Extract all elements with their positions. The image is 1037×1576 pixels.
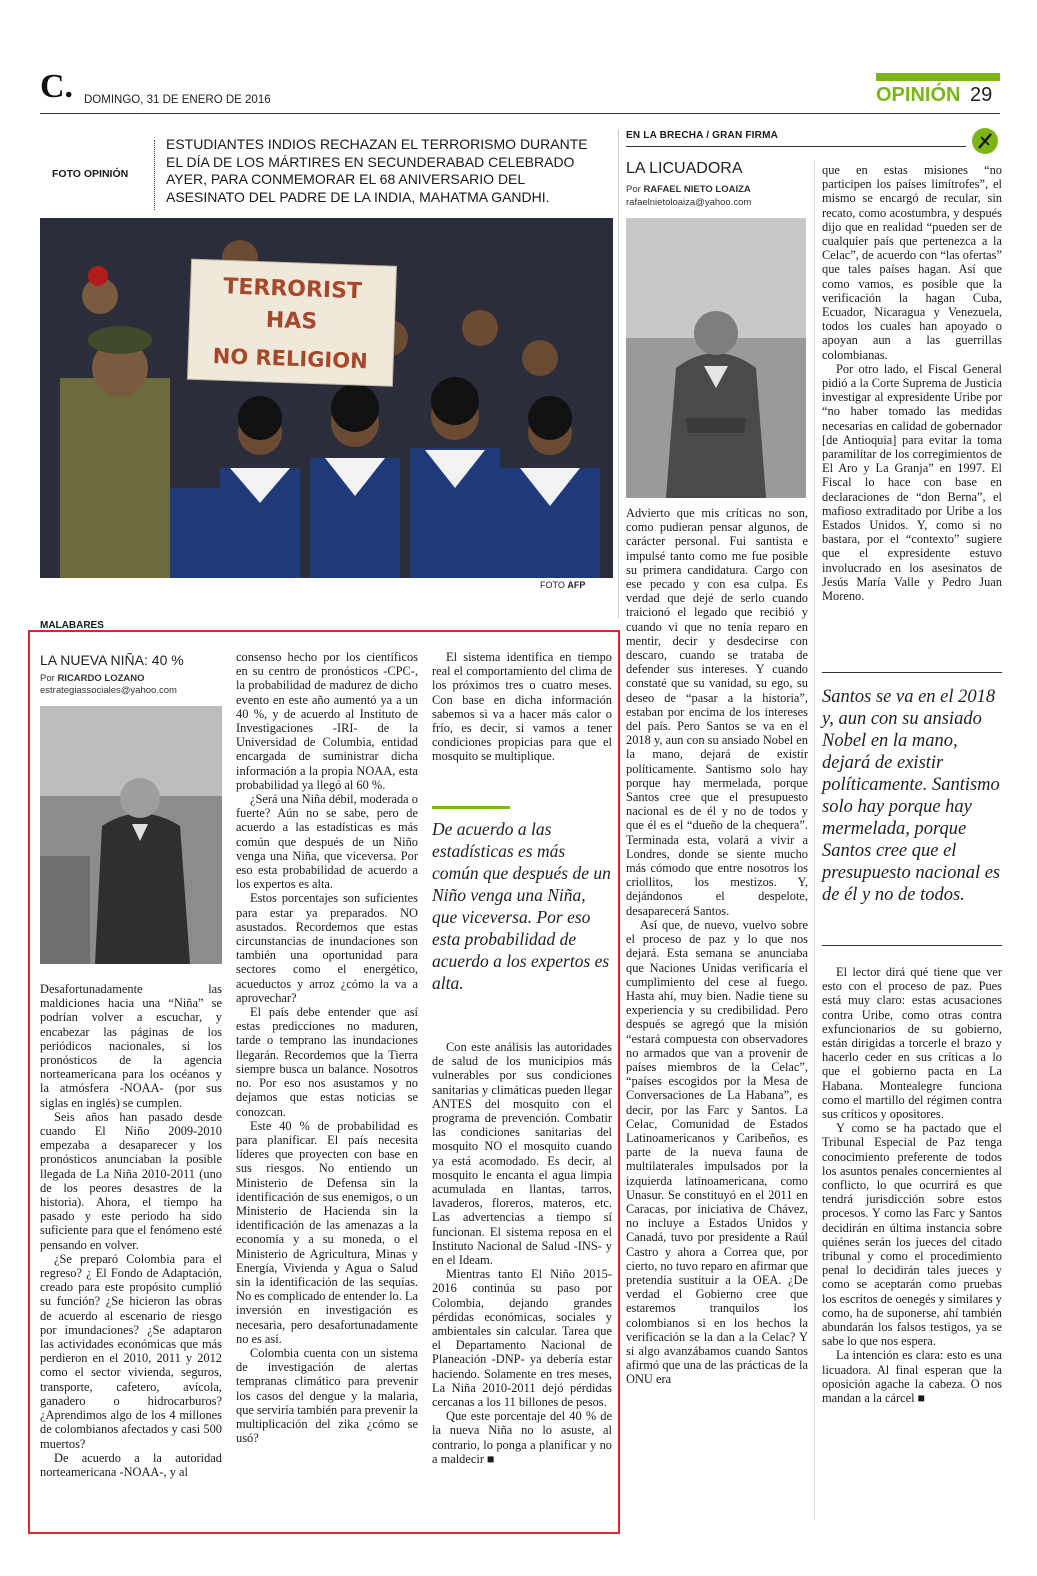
brecha-column-2-bottom	[822, 965, 1002, 1405]
brecha-pull-quote-rule	[822, 672, 1002, 673]
nieto-silhouette	[626, 218, 806, 498]
malabares-title: LA NUEVA NIÑA: 40 %	[40, 652, 184, 668]
malabares-author: RICARDO LOZANO	[57, 673, 145, 684]
issue-date: DOMINGO, 31 DE ENERO DE 2016	[84, 94, 271, 106]
brecha-paragraph: Por otro lado, el Fiscal General pidió a la Corte Suprema de Justicia investigar al expresidente Uribe por “no haber tomado las medidas necesarias en calidad de gobernador [de Antioquia] para evitar la toma paramilitar de los corregimientos de El Aro y La Granja” en 1997. El Fiscal lo hace con base en declaraciones de “don Berna”, el mafioso extraditado por Uribe a los Estados Unidos. Y, como si no bastara, por el “contexto” sugiere que el expresidente estuvo involucrado en los asesinatos de Jesús María Valle y Pedro Juan Moreno.	[822, 361, 1002, 604]
malabares-paragraph: Que este porcentaje del 40 % de la nueva Niña no lo asuste, al contrario, lo ponga a planificar y no a maldecir ■	[432, 1409, 612, 1466]
malabares-byline-prefix: Por	[40, 673, 55, 684]
author-photo-lozano	[40, 706, 222, 964]
brecha-title: LA LICUADORA	[626, 160, 743, 177]
brecha-email: rafaelnietoloaiza@yahoo.com	[626, 197, 752, 208]
brecha-pull-quote-rule-bottom	[822, 945, 1002, 946]
malabares-paragraph: Estos porcentajes son suficientes para estar ya preparados. NO asustados. Recordemos que estas circunstancias de inundaciones son también una oportunidad para sectores como el energético, acueductos y arroz ¿cómo la va a aprovechar?	[236, 891, 418, 1005]
malabares-paragraph: ¿Será una Niña débil, moderada o fuerte? Aún no se sabe, pero de acuerdo a las estadísticas es más común que después de un Niño venga una Niña, que viceversa. Por eso esta probabilidad de acuerdo a los expertos es alta.	[236, 792, 418, 892]
malabares-paragraph: Mientras tanto El Niño 2015-2016 continúa su paso por Colombia, dejando grandes pérdidas económicas, sociales y ambientales sin calcular. Tarea que el Departamento Nacional de Planeación -DNP- ya debería estar haciendo. Solamente en tres meses, La Niña 2010-2011 dejó pérdidas cercanas a los 11 billones de pesos.	[432, 1267, 612, 1410]
brecha-column-1	[626, 506, 808, 1387]
malabares-paragraph: Desafortunadamente las maldiciones hacia una “Niña” se podrían volver a escuchar, y encabezar las páginas de los periódicos nacionales, si los pronósticos de la agencia norteamericana para los océanos y la atmósfera -NOAA- (por sus siglas en inglés) se cumplen.	[40, 982, 222, 1110]
students-photo	[40, 218, 613, 578]
pen-glyph	[972, 128, 998, 154]
brecha-rule	[626, 146, 966, 147]
pen-icon	[972, 128, 998, 154]
photo-credit-prefix: FOTO	[540, 580, 565, 590]
malabares-email: estrategiassociales@yahoo.com	[40, 685, 177, 696]
malabares-column-3-bottom	[432, 1040, 612, 1466]
brecha-paragraph: Y como se ha pactado que el Tribunal Especial de Paz tenga conocimiento preferente de todos los asuntos penales concernientes al conflicto, lo que ocurrirá es que tendrá jurisdicción sobre estos procesos. Y como las Farc y Santos decidirán en última instancia sobre quiénes serán los jueces del citado tribunal y como el procedimiento penal lo decidirán tales jueces y como se aceptarán como pruebas los escritos de oenegés y similares y como, ha de suponerse, ahí también abundarán los falsos testigos, ya se sabe lo que nos espera.	[822, 1121, 1002, 1349]
column-divider	[618, 130, 619, 618]
malabares-paragraph: consenso hecho por los científicos en su centro de pronósticos -CPC-, la probabilidad de madurez de dicho evento en este año aumentó ya a un 40 %, y de acuerdo al Instituto de Investigaciones -IRI- de la Universidad de Columbia, entidad encargada de suministrar dicha información a la propia NOAA, esta probabilidad ya llegó al 60 %.	[236, 650, 418, 792]
section-name: OPINIÓN	[876, 84, 961, 106]
malabares-column-1	[40, 982, 222, 1479]
malabares-pull-quote: De acuerdo a las estadísticas es más común que después de un Niño venga una Niña, que viceversa. Por eso esta probabilidad de acuerdo a los expertos es alta.	[432, 819, 611, 993]
column-divider	[814, 160, 815, 1520]
sign-line-1: TERRORIST	[222, 274, 363, 305]
sign-line-2: HAS	[265, 307, 318, 335]
page-header	[0, 0, 1037, 120]
malabares-paragraph: Seis años han pasado desde cuando El Niño 2009-2010 empezaba a desaparecer y los pronósticos anunciaban la posible llegada de La Niña 2010-2011 (uno de los peores desastres de la historia). Ahora, el tiempo ha pasado y este periodo ha sido suficiente para que el fenómeno esté pensando en volver.	[40, 1109, 222, 1252]
malabares-column-2	[236, 650, 418, 1445]
header-divider	[40, 113, 1000, 114]
malabares-pull-quote-accent	[432, 806, 510, 809]
brecha-paragraph: Advierto que mis críticas no son, como pudieran pensar algunos, de carácter personal. Fui santista e impulsé tanto como me fue posible su primera candidatura. Cargo con ese pecado y con esa culpa. Es verdad que dejé de serlo cuando traicionó el legado que recibió y cuando vi que no tenía reparo en mentir, decir y desdecirse con descaro, cuando se trataba de defender sus intereses. Y cuando constaté que su vanidad, su ego, su deseo de “pasar a la historia”, estaban por encima de los intereses del país. Pero Santos se va en el 2018 y, aun con su ansiado Nobel en la mano, dejará de existir políticamente. Santismo solo hay porque hay mermelada, porque Santos cree que el presupuesto nacional es de él y no de todos y que él es el “dueño de la chequera”. Terminada esta, volará a vivir a Londres, donde se siente mucho más cómodo que entre nosotros los criollitos, los mestizos. Y, dejándonos el despelote, desaparecerá Santos.	[626, 506, 808, 918]
brecha-byline-prefix: Por	[626, 184, 641, 195]
brecha-paragraph: La intención es clara: esto es una licuadora. Al final esperan que la oposición agache la cabeza. O nos mandan a la cárcel ■	[822, 1348, 1002, 1406]
malabares-paragraph: Con este análisis las autoridades de salud de los municipios más vulnerables por sus condiciones sanitarias y climáticas pueden llegar ANTES del mosquito con el programa de prevención. Combatir las condiciones sanitarias del mosquito NO el mosquito cuando ya está acomodado. Es decir, al mosquito le encanta el agua limpia acumulada en llantas, tarros, lavaderos, floreros, materos, etc. Las advertencias a tiempo sí funcionan. El sistema reposa en el Instituto Nacional de Salud -INS- y en el Ideam.	[432, 1040, 612, 1268]
photo-credit-agency: AFP	[567, 580, 586, 590]
students-illustration	[40, 218, 613, 578]
brecha-byline	[626, 184, 751, 195]
brecha-author: RAFAEL NIETO LOAIZA	[643, 184, 751, 195]
malabares-paragraph: De acuerdo a la autoridad norteamericana -NOAA-, y al	[40, 1450, 222, 1479]
foto-opinion-label: FOTO OPINIÓN	[52, 168, 129, 180]
brecha-paragraph: que en estas misiones “no participen los países limítrofes”, el mismo se encargó de recular, sin recato, como acostumbra, y después dijo que en realidad “pueden ser de cualquier país que pertenezca a la Celac”, de acuerdo con “las ofertas” que tales países hagan. Así que como vamos, es posible que la verificación la hagan Cuba, Ecuador, Nicaragua y Venezuela, todos los cuales han apoyado o apoyan aun a las guerrillas colombianas.	[822, 163, 1002, 362]
malabares-paragraph: Este 40 % de probabilidad es para planificar. El país necesita líderes que proyecten con base en sus riesgos. No entiendo un Ministerio de Defensa sin la identificación de sus enemigos, o un Ministerio de Hacienda sin la identificación de las amenazas a la economía y a su moneda, o el Ministerio de Agricultura, Minas y Energía, Vivienda y Agua o Salud sin la identificación de las sequías. No es complicado de entender lo. La inversión en investigación es necesaria, pero desafortunadamente no es así.	[236, 1118, 419, 1346]
section-title	[876, 84, 992, 106]
brecha-paragraph: El lector dirá qué tiene que ver esto con el proceso de paz. Pues está muy claro: estas acusaciones contra Uribe, como otras contra exfuncionarios de su gobierno, están dirigidas a torcerle el brazo y hacerlo ceder en sus críticas a lo que el gobierno pacta en La Habana. Montealegre funciona como el martillo del régimen contra sus críticos y opositores.	[822, 965, 1002, 1122]
malabares-paragraph: El sistema identifica en tiempo real el comportamiento del clima de los próximos tres o cuatro meses. Con base en dicha información sabemos si va a hacer más calor o frío, es decir, si vamos a tener condiciones propicias para que el mosquito se multiplique.	[432, 650, 612, 764]
sign-line-3: NO RELIGION	[212, 343, 369, 374]
page-number: 29	[970, 84, 993, 106]
photo-credit	[540, 580, 585, 590]
author-photo-nieto	[626, 218, 806, 498]
malabares-paragraph: ¿Se preparó Colombia para el regreso? ¿ El Fondo de Adaptación, creado para este propósito cumplió su función? ¿Se hicieron las obras de acuerdo al escenario de riesgo por imundaciones? ¿Se adaptaron las actividades económicas que más perdieron en el 2010, 2011 y 2012 como el sector vivienda, seguros, transporte, cafetero, avícola, ganadero o hidrocarburos? ¿Aprendimos algo de los 4 millones de colombianos afectados y casi 500 muertos?	[40, 1251, 222, 1451]
foto-opinion-separator	[154, 140, 155, 210]
malabares-paragraph: El país debe entender que así estas predicciones no maduren, tarde o temprano las inundaciones llegarán. Recordemos que la Tierra siempre busca un balance. Nosotros no. Por eso nos asustamos y no dejamos que estas noticias se conozcan.	[236, 1005, 418, 1119]
malabares-byline	[40, 673, 145, 684]
section-accent-bar	[876, 73, 1000, 81]
lozano-silhouette	[40, 706, 222, 964]
brecha-column-2-top	[822, 163, 1002, 603]
brecha-paragraph: Así que, de nuevo, vuelvo sobre el proceso de paz y lo que nos dejará. Esta semana se anunciaba que Naciones Unidas verificaría el cumplimiento del cese al fuego. Hasta ahí, muy bien. Nadie tiene su experiencia y su credibilidad. Pero después se agregó que la misión “estará compuesta con observadores no armados que van a provenir de países miembros de la Celac”, “países escogidos por la Mesa de Conversaciones de La Habana”, es decir, por las Farc y Santos. La Celac, Comunidad de Estados Latinoamericanos y Caribeños, es parte de la nueva fauna de multilaterales impulsados por la izquierda latinoamericana, como Unasur. Se constituyó en el 2011 en Caracas, por iniciativa de Chávez, no incluye a Estados Unidos y Canadá, tuvo por presidente a Raúl Castro y ahora a Correa que, por cierto, no tuvo reparo en afirmar que pretendía sustituir a la OEA. ¿De verdad el Gobierno cree que estaremos tranquilos los colombianos si en los hechos la verificación se la dan a la Celac? Y si algo avanzábamos cuando Santos afirmó que una de las prácticas de la ONU era	[626, 917, 808, 1387]
malabares-column-3-top	[432, 650, 612, 764]
newspaper-logo: C.	[40, 68, 74, 105]
brecha-pull-quote: Santos se va en el 2018 y, aun con su ansiado Nobel en la mano, dejará de existir políticamente. Santismo solo hay porque hay mermelada, porque Santos cree que el presupuesto nacional es de él y no de todos.	[822, 687, 1001, 905]
foto-opinion-caption: ESTUDIANTES INDIOS RECHAZAN EL TERRORISMO DURANTE EL DÍA DE LOS MÁRTIRES EN SECUNDERABAD CELEBRADO AYER, PARA CONMEMORAR EL 68 ANIVERSARIO DEL ASESINATO DEL PADRE DE LA INDIA, MAHATMA GANDHI.	[166, 136, 588, 205]
brecha-section-label: EN LA BRECHA / GRAN FIRMA	[626, 130, 779, 141]
malabares-paragraph: Colombia cuenta con un sistema de investigación de alertas tempranas climático para prevenir los casos del dengue y la malaria, que serviría también para prevenir la multiplicación del zika ¿cómo se usó?	[236, 1345, 418, 1446]
malabares-section-label: MALABARES	[40, 620, 104, 631]
